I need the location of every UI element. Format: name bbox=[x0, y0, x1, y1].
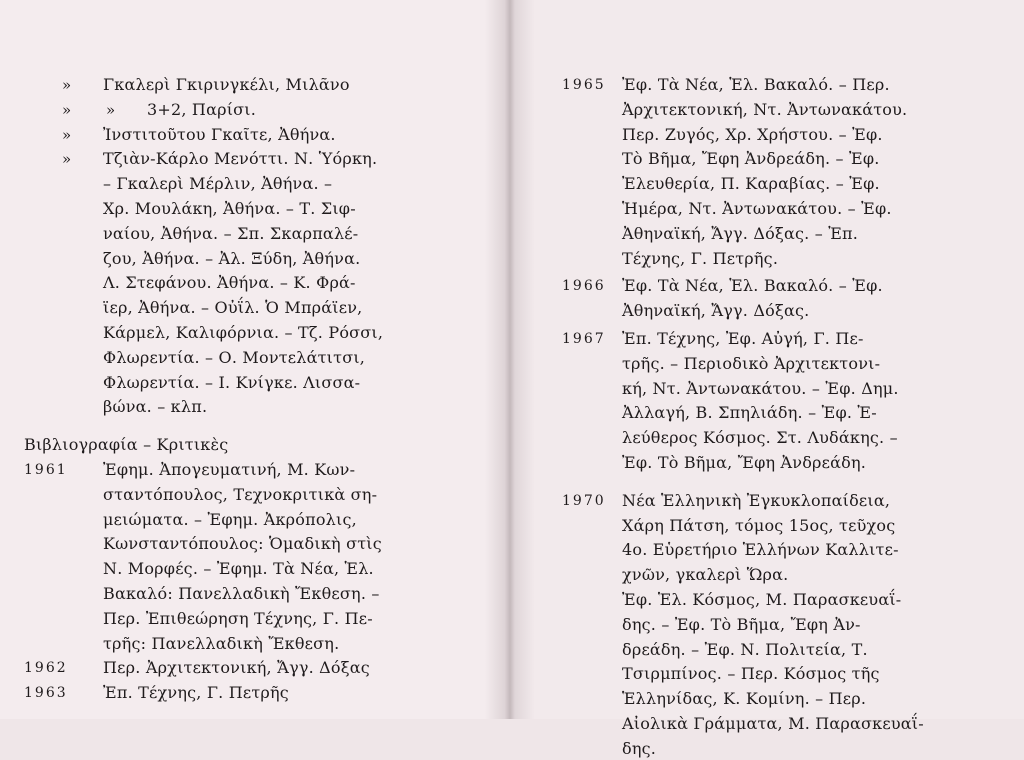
entry-line: χνῶν, γκαλερὶ Ὥρα. bbox=[622, 565, 789, 585]
ditto-mark: » bbox=[62, 125, 72, 144]
entry-line: λεύθερος Κόσμος. Στ. Λυδάκης. – bbox=[622, 428, 898, 448]
entry-line: δης. – Ἐφ. Τὸ Βῆμα, Ἔφη Ἀν- bbox=[622, 614, 861, 634]
entry-line: Κωνσταντόπουλος: Ὁμαδικὴ στὶς bbox=[103, 534, 382, 554]
entry-line: Νέα Ἑλληνικὴ Ἐγκυκλοπαίδεια, bbox=[622, 490, 891, 510]
entry-line: τρῆς: Πανελλαδικὴ Ἔκθεση. bbox=[103, 633, 340, 653]
entry-line: Γκαλερὶ Γκιρινγκέλι, Μιλᾶνο bbox=[103, 75, 350, 94]
entry-line: Τέχνης, Γ. Πετρῆς. bbox=[622, 248, 779, 268]
ditto-mark: » bbox=[62, 100, 72, 119]
entry-line: σταντόπουλος, Τεχνοκριτικὰ ση- bbox=[103, 484, 378, 504]
entry-line: Βακαλό: Πανελλαδικὴ Ἔκθεση. – bbox=[103, 584, 380, 603]
entry-line: ναίου, Ἀθήνα. – Σπ. Σκαρπαλέ- bbox=[103, 223, 359, 243]
entry-line: δης. bbox=[622, 738, 657, 758]
entry-line: Ἀθηναϊκή, Ἄγγ. Δόξας. – Ἐπ. bbox=[622, 223, 859, 243]
entry-line: Ἰνστιτοῦτου Γκαῖτε, Ἀθήνα. bbox=[103, 124, 336, 144]
entry-line: Τὸ Βῆμα, Ἔφη Ἀνδρεάδη. – Ἐφ. bbox=[622, 149, 880, 169]
entry-line: Ἐφ. Τὰ Νέα, Ἑλ. Βακαλό. – Περ. bbox=[622, 75, 890, 94]
entry-line: Χρ. Μουλάκη, Ἀθήνα. – Τ. Σιφ- bbox=[103, 199, 356, 218]
year-label: 1963 bbox=[24, 685, 68, 702]
year-label: 1965 bbox=[562, 77, 606, 93]
entry-line: Αἰολικὰ Γράμματα, Μ. Παρασκευαΐ- bbox=[622, 714, 924, 733]
entry-line: ϊερ, Ἀθήνα. – Οὐΐλ. Ὁ Μπράϊεν, bbox=[103, 298, 363, 318]
entry-line: Ἐλευθερία, Π. Καραβίας. – Ἐφ. bbox=[622, 174, 880, 194]
ditto-mark: » bbox=[106, 100, 116, 119]
entry-line: Ἀθηναϊκή, Ἄγγ. Δόξας. bbox=[622, 301, 810, 321]
left-page bbox=[0, 0, 505, 719]
entry-line: Ἀρχιτεκτονική, Ντ. Ἀντωνακάτου. bbox=[622, 99, 908, 119]
year-label: 1961 bbox=[24, 462, 68, 478]
entry-line: Περ. Ἀρχιτεκτονική, Ἄγγ. Δόξας bbox=[103, 658, 370, 678]
entry-line: Χάρη Πάτση, τόμος 15ος, τεῦχος bbox=[622, 515, 896, 535]
year-label: 1970 bbox=[562, 492, 606, 509]
right-page bbox=[505, 0, 1024, 758]
entry-line: Ἐπ. Τέχνης, Γ. Πετρῆς bbox=[103, 683, 289, 703]
entry-line: Λ. Στεφάνου. Ἀθήνα. – Κ. Φρά- bbox=[103, 273, 356, 293]
entry-line: Ἐφημ. Ἀπογευματινή, Μ. Κων- bbox=[103, 460, 356, 479]
entry-line: – Γκαλερὶ Μέρλιν, Ἀθήνα. – bbox=[103, 174, 333, 194]
ditto-mark: » bbox=[62, 150, 72, 169]
ditto-mark: » bbox=[62, 76, 72, 94]
entry-line: Φλωρεντία. – Ι. Κνίγκε. Λισσα- bbox=[103, 372, 361, 392]
entry-line: ζου, Ἀθήνα. – Ἀλ. Ξύδη, Ἀθήνα. bbox=[103, 248, 361, 268]
entry-line: τρῆς. – Περιοδικὸ Ἀρχιτεκτονι- bbox=[622, 353, 881, 373]
year-label: 1966 bbox=[562, 278, 606, 295]
entry-line: Ἐφ. Τὸ Βῆμα, Ἔφη Ἀνδρεάδη. bbox=[622, 453, 867, 472]
entry-line: Ἑλληνίδας, Κ. Κομίνη. – Περ. bbox=[622, 689, 867, 709]
entry-line: κή, Ντ. Ἀντωνακάτου. – Ἐφ. Δημ. bbox=[622, 378, 899, 398]
year-label: 1962 bbox=[24, 660, 68, 677]
entry-line: Ἐφ. Τὰ Νέα, Ἑλ. Βακαλό. – Ἐφ. bbox=[622, 276, 883, 296]
entry-line: Τζιὰν-Κάρλο Μενόττι. Ν. Ὑόρκη. bbox=[103, 149, 378, 169]
entry-line: Ν. Μορφές. – Ἐφημ. Τὰ Νέα, Ἑλ. bbox=[103, 559, 374, 579]
entry-line: Κάρμελ, Καλιφόρνια. – Τζ. Ρόσσι, bbox=[103, 323, 384, 342]
entry-line: Ἡμέρα, Ντ. Ἀντωνακάτου. – Ἐφ. bbox=[622, 199, 892, 218]
entry-line: δρεάδη. – Ἐφ. Ν. Πολιτεία, Τ. bbox=[622, 639, 868, 659]
entry-line: Περ. Ζυγός, Χρ. Χρήστου. – Ἐφ. bbox=[622, 124, 883, 144]
entry-line: Φλωρεντία. – Ο. Μοντελάτιτσι, bbox=[103, 347, 366, 367]
entry-line: μειώματα. – Ἐφημ. Ἀκρόπολις, bbox=[103, 509, 357, 529]
entry-line: Ἀλλαγή, Β. Σπηλιάδη. – Ἐφ. Ἐ- bbox=[622, 403, 877, 423]
entry-line: 3+2, Παρίσι. bbox=[147, 99, 257, 119]
entry-line: Ἐπ. Τέχνης, Ἐφ. Αὐγή, Γ. Πε- bbox=[622, 329, 864, 348]
entry-line: Περ. Ἐπιθεώρηση Τέχνης, Γ. Πε- bbox=[103, 608, 373, 628]
entry-line: βώνα. – κλπ. bbox=[103, 397, 208, 417]
year-label: 1967 bbox=[562, 331, 606, 347]
section-heading: Βιβλιογραφία – Κριτικὲς bbox=[24, 435, 229, 455]
entry-line: 4ο. Εὑρετήριο Ἑλλήνων Καλλιτε- bbox=[622, 540, 899, 560]
entry-line: Τσιρμπίνος. – Περ. Κόσμος τῆς bbox=[622, 664, 880, 684]
entry-line: Ἐφ. Ἑλ. Κόσμος, Μ. Παρασκευαΐ- bbox=[622, 590, 902, 609]
book-gutter bbox=[485, 0, 535, 719]
